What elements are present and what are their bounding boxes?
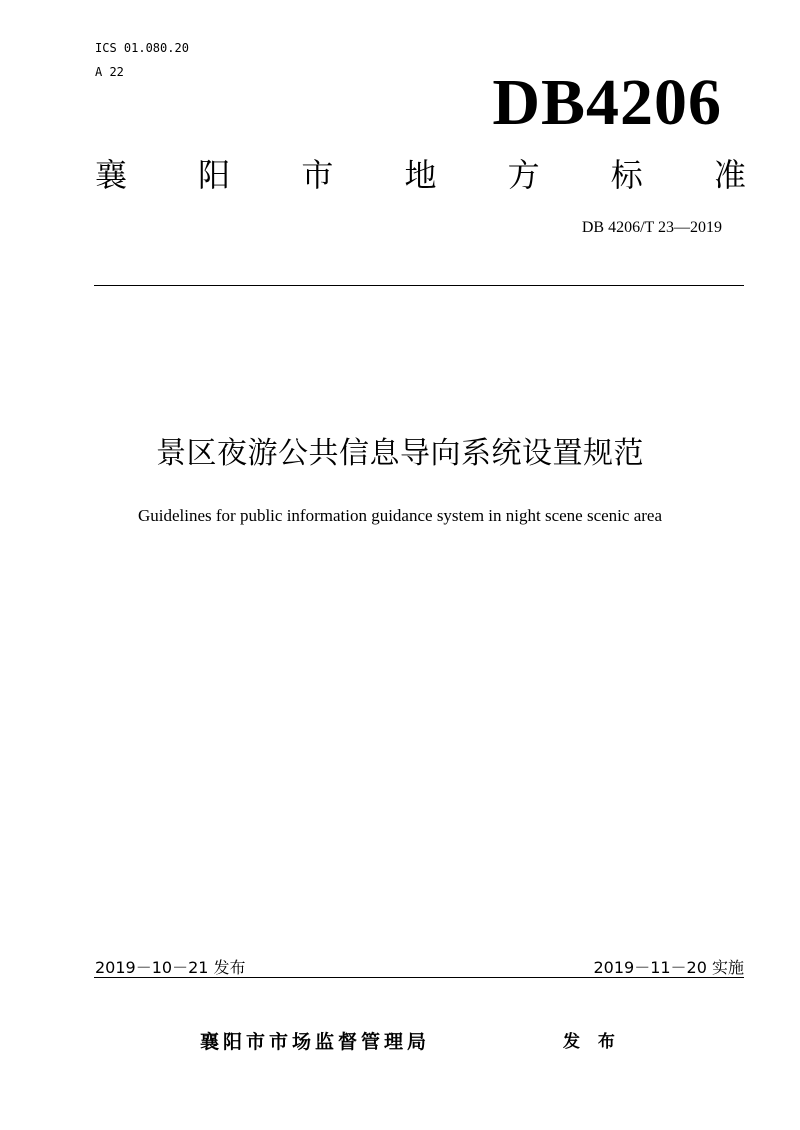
standard-type [95, 155, 746, 195]
standard-type-char: 市 [301, 156, 334, 194]
implementation-date: 2019－11－20 实施 [593, 958, 744, 977]
standard-type-char: 地 [404, 156, 437, 194]
footer-divider [94, 977, 744, 978]
standard-code: DB4206 [492, 66, 722, 139]
standard-type-char: 标 [610, 156, 643, 194]
document-title-english: Guidelines for public information guidance system in night scene scenic area [137, 506, 662, 525]
issuing-authority: 襄阳市市场监督管理局 [200, 1031, 431, 1053]
standard-type-char: 阳 [198, 156, 231, 194]
header-divider [94, 285, 744, 286]
standard-number: DB 4206/T 23—2019 [581, 219, 722, 236]
document-title-chinese: 景区夜游公共信息导向系统设置规范 [156, 436, 644, 471]
ics-code: ICS 01.080.20 [95, 41, 189, 55]
standard-type-char: 方 [507, 156, 540, 194]
standard-type-char: 襄 [95, 156, 128, 194]
classification-code: A 22 [95, 65, 124, 79]
standard-type-char: 准 [713, 156, 746, 194]
publish-label: 发 布 [563, 1032, 621, 1052]
issue-date: 2019－10－21 发布 [95, 958, 246, 977]
